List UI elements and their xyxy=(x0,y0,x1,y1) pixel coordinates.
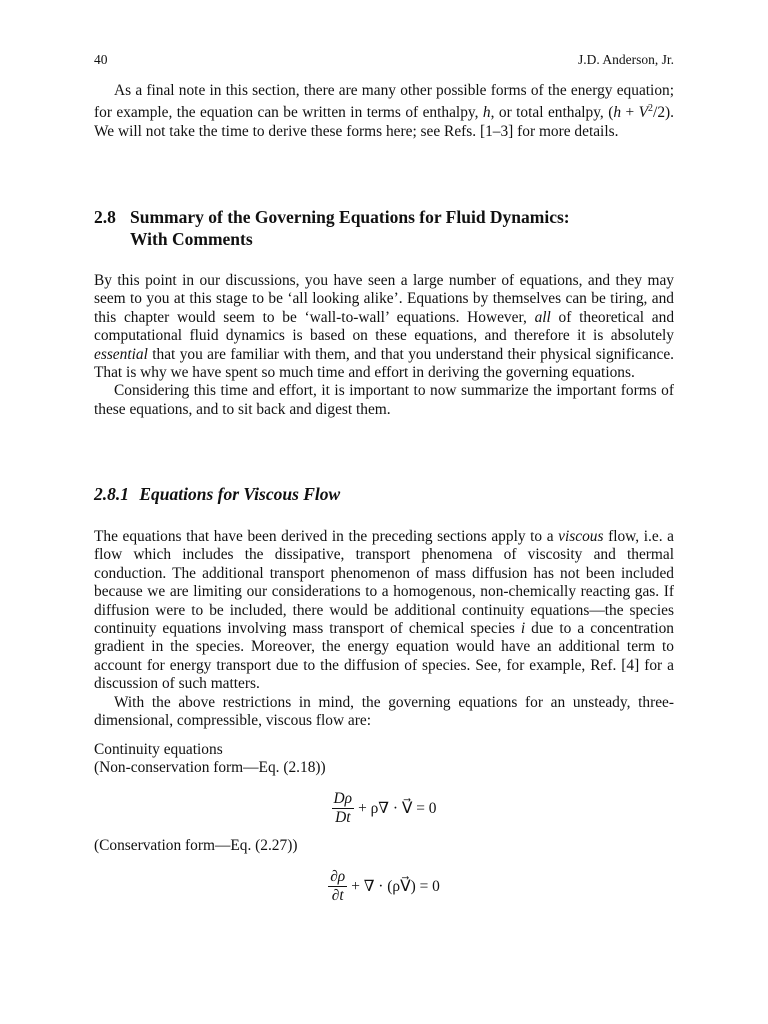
nonconservation-label: (Non-conservation form—Eq. (2.18)) xyxy=(94,759,326,777)
section-number: 2.8 xyxy=(94,207,116,227)
equation-1-fraction xyxy=(332,790,355,827)
subsection-heading xyxy=(94,484,340,505)
subsection-paragraph-1 xyxy=(94,528,674,694)
subsection-paragraph-2: With the above restrictions in mind, the governing equations for an unsteady, three-dimensional, compressible, viscous flow are: xyxy=(94,693,674,730)
subsection-title: Equations for Viscous Flow xyxy=(139,484,341,504)
section-p1-text-3: that you are familiar with them, and that you understand their physical significance. That is why we have spent so much time and effort in deriving the governing equations. xyxy=(94,345,674,382)
species-symbol: i xyxy=(520,620,526,638)
subsection-p1-text-1: The equations that have been derived in the preceding sections apply to a xyxy=(94,528,559,545)
page-number: 40 xyxy=(94,52,108,67)
intro-text-3: /2). We will not take the time to derive these forms here; see Refs. [1–3] for more details. xyxy=(94,104,674,140)
plus-sign: + xyxy=(621,104,639,122)
equation-2-rest: + ∇ · (ρV⃗) = 0 xyxy=(351,878,440,895)
equation-conservation xyxy=(0,868,768,905)
equation-1-numerator: Dρ xyxy=(333,790,353,807)
total-enthalpy-h: h xyxy=(613,104,622,122)
equation-1-denominator: Dt xyxy=(335,809,351,826)
equation-2-denominator: ∂t xyxy=(331,887,344,904)
section-p1-text-2: of theoretical and computational fluid dynamics is based on these equations, and therefore it is absolutely xyxy=(94,308,675,345)
emphasis-essential: essential xyxy=(94,345,148,363)
intro-paragraph-block xyxy=(94,82,674,141)
continuity-label: Continuity equations xyxy=(94,741,223,758)
section-title-line1: Summary of the Governing Equations for Fluid Dynamics: xyxy=(130,207,570,227)
equation-2-fraction xyxy=(328,868,347,905)
intro-text-1: As a final note in this section, there are many other possible forms of the energy equation; for example, the equation can be written in terms of enthalpy, xyxy=(94,82,674,122)
emphasis-all: all xyxy=(534,308,551,326)
emphasis-viscous: viscous xyxy=(558,528,604,545)
running-head xyxy=(94,52,674,68)
author-name: J.D. Anderson, Jr. xyxy=(577,52,674,67)
subsection-p1-text-2: flow, i.e. a flow which includes the dissipative, transport phenomena of viscosity and thermal conduction. The additional transport phenomenon of mass diffusion has not been included because we are limiting our considerations to a homogenous, non-chemically reacting gas. If diffusion were to be included, there would be additional continuity equations—the species continuity equations involving mass transport of chemical species xyxy=(94,528,674,638)
intro-paragraph xyxy=(94,82,674,141)
equation-nonconservation xyxy=(0,790,768,827)
velocity-symbol: V xyxy=(638,104,649,122)
continuity-labels xyxy=(94,741,674,778)
section-heading xyxy=(94,206,674,250)
enthalpy-symbol: h xyxy=(482,104,491,122)
subsection-p1-text-3: due to a concentration gradient in the species. Moreover, the energy equation would have an additional term to account for energy transport due to the diffusion of species. See, for example, Ref. [4] for a discussion of such matters. xyxy=(94,620,674,693)
exponent: 2 xyxy=(648,103,654,115)
equation-1-rest: + ρ∇ · V⃗ = 0 xyxy=(358,800,437,817)
conservation-labels xyxy=(94,837,674,855)
intro-text-2: , or total enthalpy, ( xyxy=(490,104,614,122)
conservation-label: (Conservation form—Eq. (2.27)) xyxy=(94,837,298,854)
section-body xyxy=(94,272,674,419)
equation-2-numerator: ∂ρ xyxy=(330,868,346,885)
subsection-body xyxy=(94,528,674,730)
section-paragraph-2: Considering this time and effort, it is important to now summarize the important forms of these equations, and to sit back and digest them. xyxy=(94,382,674,418)
section-p1-text-1: By this point in our discussions, you have seen a large number of equations, and they may seem to you at this stage to be ‘all looking alike’. Equations by themselves can be tiring, and this chapter would seem to be ‘wall-to-wall’ equations. However, xyxy=(94,272,674,326)
section-paragraph-1 xyxy=(94,272,674,382)
subsection-number: 2.8.1 xyxy=(94,484,129,504)
section-title-line2: With Comments xyxy=(130,229,253,249)
